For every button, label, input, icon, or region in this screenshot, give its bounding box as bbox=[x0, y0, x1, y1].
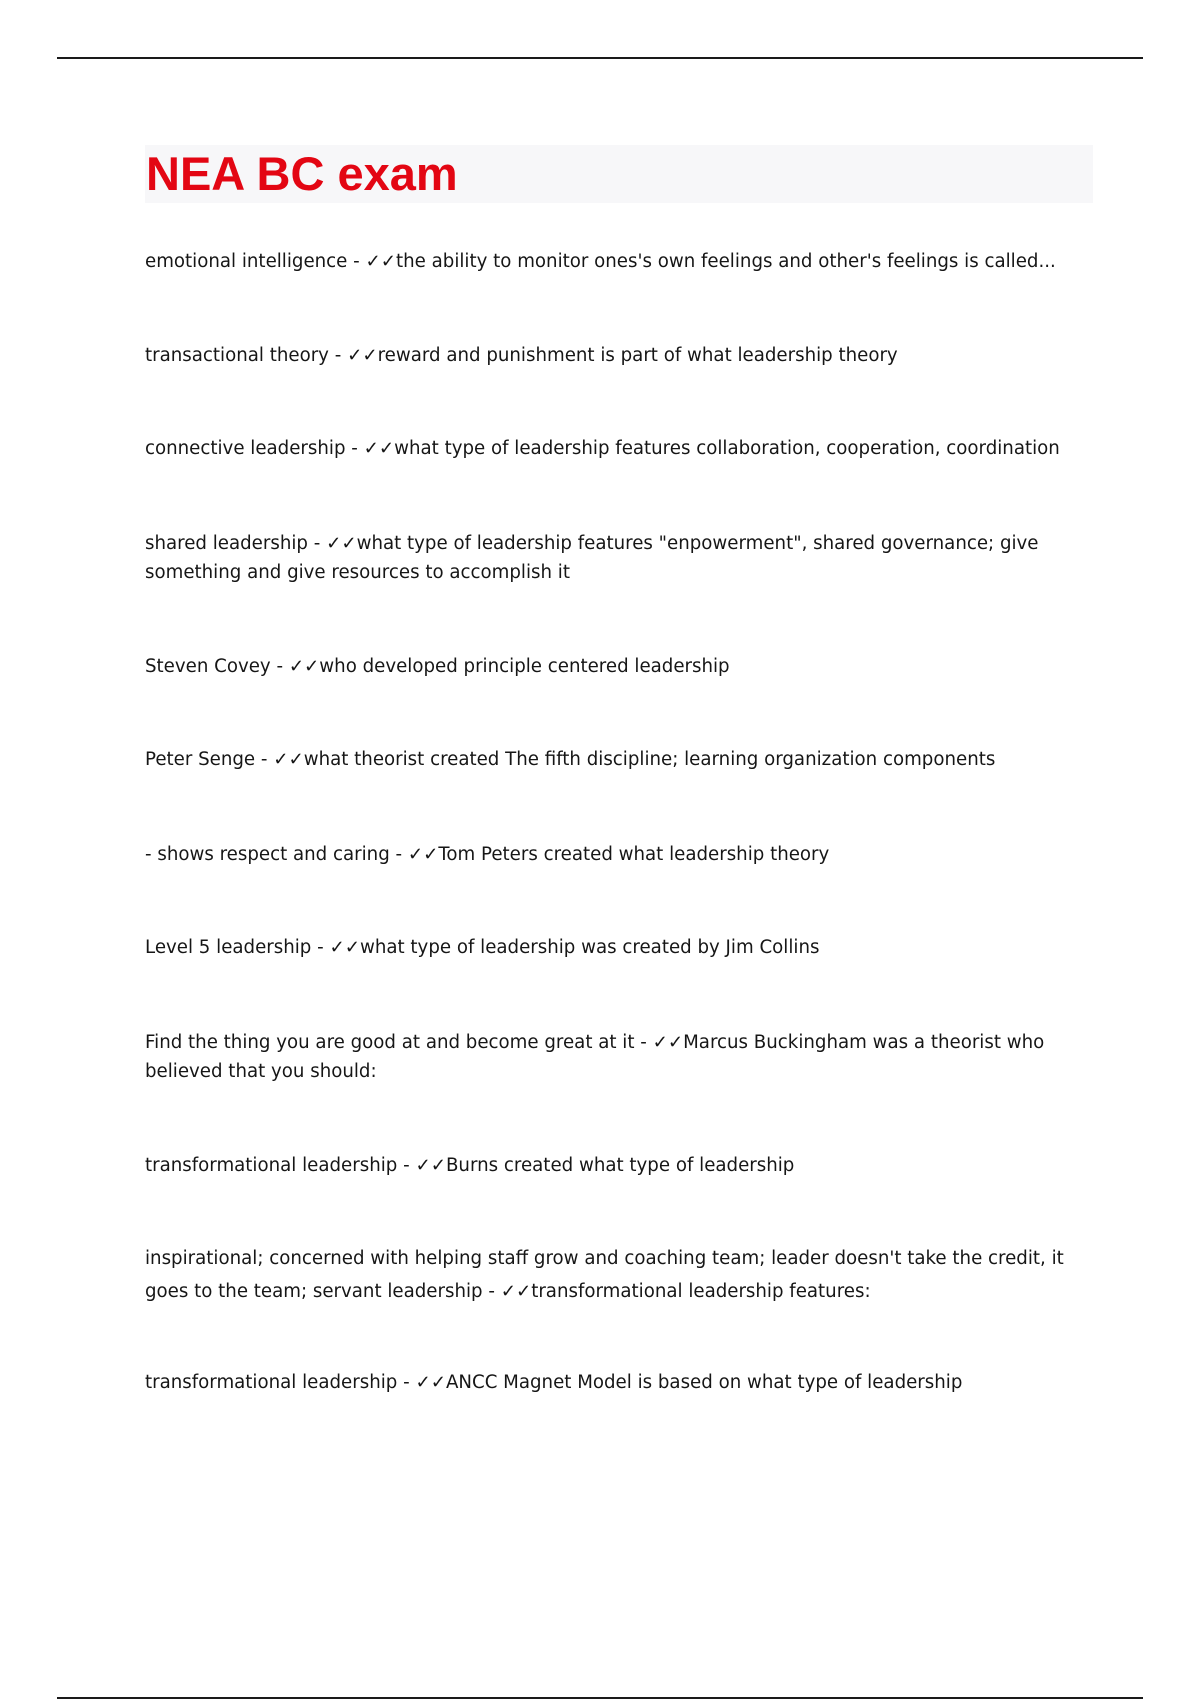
double-check-icon: ✓✓ bbox=[363, 438, 395, 459]
double-check-icon: ✓✓ bbox=[288, 656, 320, 677]
entry-term: Steven Covey bbox=[145, 656, 271, 677]
entry-separator: - bbox=[328, 345, 348, 366]
double-check-icon: ✓✓ bbox=[273, 749, 304, 770]
document-title: NEA BC exam bbox=[146, 147, 458, 200]
entry-separator: - bbox=[482, 1281, 501, 1302]
qa-entry-4 bbox=[145, 529, 1080, 587]
double-check-icon: ✓✓ bbox=[347, 345, 378, 366]
double-check-icon: ✓✓ bbox=[329, 937, 360, 958]
entry-separator: - bbox=[389, 844, 408, 865]
entry-separator: - bbox=[345, 438, 364, 459]
entry-term: connective leadership bbox=[145, 438, 346, 459]
qa-entry-7 bbox=[145, 840, 1080, 869]
qa-entry-3 bbox=[145, 434, 1080, 463]
double-check-icon: ✓✓ bbox=[326, 533, 357, 554]
entry-definition: Marcus Buckingham was a theorist who believed that you should: bbox=[145, 1032, 1045, 1082]
entry-term: emotional intelligence bbox=[145, 251, 348, 272]
double-check-icon: ✓✓ bbox=[415, 1155, 446, 1176]
entry-definition: what type of leadership was created by Jim Collins bbox=[359, 937, 820, 958]
entry-separator: - bbox=[311, 937, 330, 958]
entry-definition: who developed principle centered leadership bbox=[319, 656, 730, 677]
entry-separator: - bbox=[307, 533, 327, 554]
entry-separator: - bbox=[397, 1372, 416, 1393]
qa-entry-5 bbox=[145, 652, 1080, 681]
bottom-rule bbox=[57, 1697, 1143, 1699]
entry-term: transformational leadership bbox=[145, 1372, 398, 1393]
qa-entry-11 bbox=[145, 1242, 1080, 1308]
qa-entry-1 bbox=[145, 247, 1080, 276]
double-check-icon: ✓✓ bbox=[415, 1372, 446, 1393]
top-rule bbox=[57, 57, 1143, 59]
qa-entry-6 bbox=[145, 745, 1080, 774]
entry-separator: - bbox=[270, 656, 289, 677]
entry-separator: - bbox=[634, 1032, 653, 1053]
entry-term: Peter Senge bbox=[145, 749, 256, 770]
qa-entry-2 bbox=[145, 341, 1080, 370]
entry-term: Find the thing you are good at and become great at it bbox=[145, 1032, 635, 1053]
entry-separator: - bbox=[255, 749, 274, 770]
qa-entry-9 bbox=[145, 1028, 1080, 1086]
double-check-icon: ✓✓ bbox=[500, 1281, 532, 1302]
double-check-icon: ✓✓ bbox=[652, 1032, 684, 1053]
entry-separator: - bbox=[347, 251, 366, 272]
entry-definition: Tom Peters created what leadership theory bbox=[438, 844, 830, 865]
qa-entry-8 bbox=[145, 933, 1080, 962]
entry-term: inspirational; concerned with helping staff grow and coaching team; leader doesn't take the credit, it goes to the team; servant leadership bbox=[145, 1248, 1064, 1302]
entry-definition: what theorist created The fifth discipline; learning organization components bbox=[303, 749, 996, 770]
entry-separator: - bbox=[397, 1155, 416, 1176]
entry-definition: what type of leadership features collaboration, cooperation, coordination bbox=[394, 438, 1060, 459]
entry-term: transformational leadership bbox=[145, 1155, 398, 1176]
double-check-icon: ✓✓ bbox=[407, 844, 439, 865]
entry-definition: what type of leadership features "enpowerment", shared governance; give something and give resources to accomplish it bbox=[145, 533, 1039, 583]
entry-definition: Burns created what type of leadership bbox=[445, 1155, 795, 1176]
qa-entry-10 bbox=[145, 1151, 1080, 1180]
entry-definition: ANCC Magnet Model is based on what type of leadership bbox=[445, 1372, 963, 1393]
entry-definition: transformational leadership features: bbox=[531, 1281, 871, 1302]
entry-definition: reward and punishment is part of what leadership theory bbox=[377, 345, 898, 366]
entry-term: - shows respect and caring bbox=[145, 844, 390, 865]
entry-term: Level 5 leadership bbox=[145, 937, 312, 958]
entry-term: transactional theory bbox=[145, 345, 329, 366]
double-check-icon: ✓✓ bbox=[365, 251, 396, 272]
entry-term: shared leadership bbox=[145, 533, 308, 554]
entry-definition: the ability to monitor ones's own feelings and other's feelings is called... bbox=[396, 251, 1056, 272]
qa-entry-12 bbox=[145, 1368, 1080, 1397]
